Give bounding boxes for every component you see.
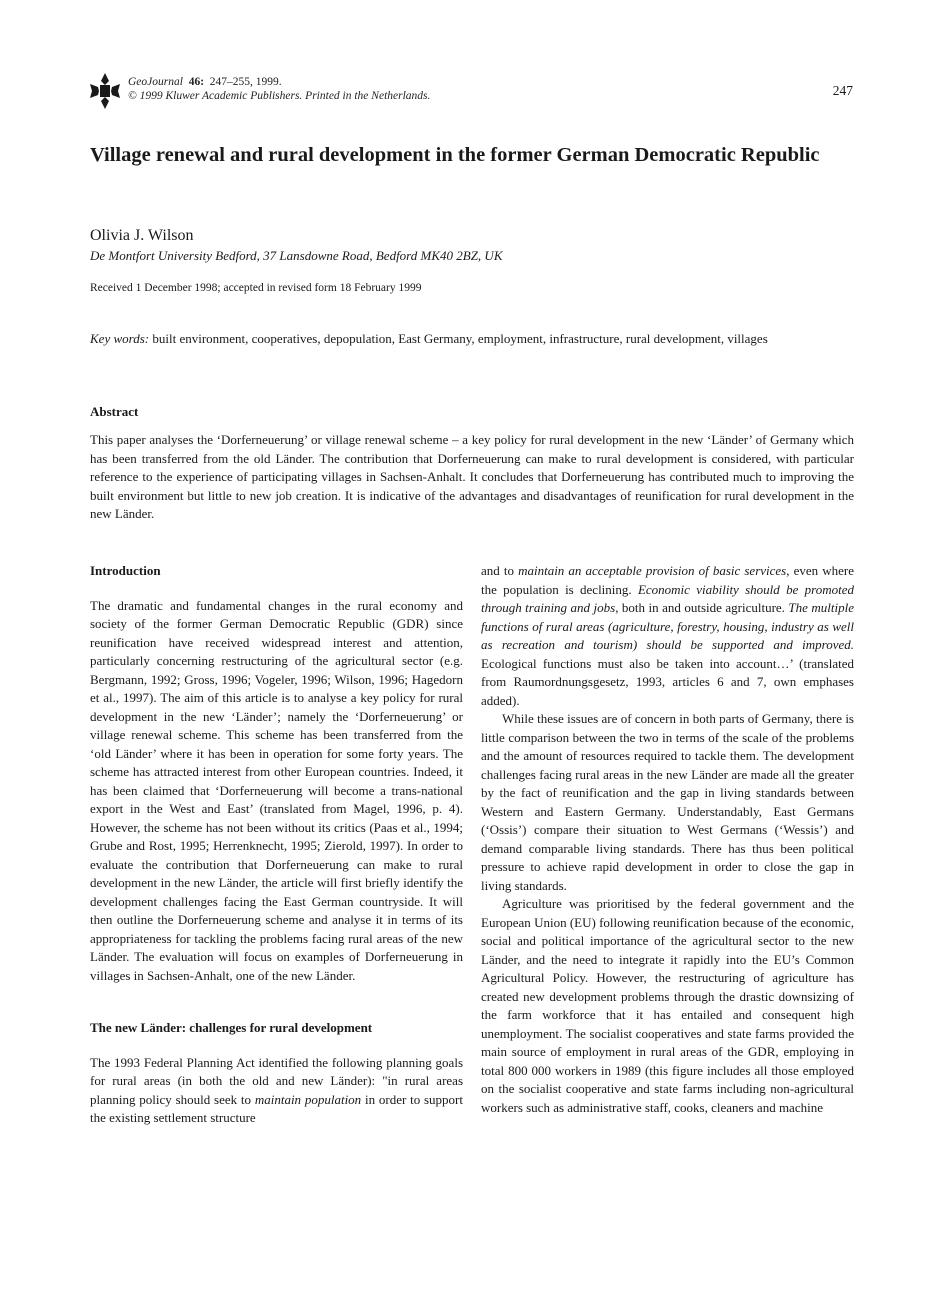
keywords bbox=[90, 330, 854, 349]
abstract-text: This paper analyses the ‘Dorferneuerung’ or village renewal scheme – a key policy for rural development in the new ‘Länder’ of Germany which has been transferred from the old Länder. The contribution that Dorferneuerung can make to rural development is considered, with particular reference to the experience of participating villages in Sachsen-Anhalt. It concludes that Dorferneuerung has contributed much to improving the built environment but little to new job creation. It is indicative of the advantages and disadvantages of reunification for rural development in the new Länder. bbox=[90, 432, 854, 521]
article-title: Village renewal and rural development in the former German Democratic Republic bbox=[90, 144, 820, 166]
introduction-paragraph: The dramatic and fundamental changes in the rural economy and society of the former German Democratic Republic (GDR) since reunification have received widespread interest and attention, particularly concerning restructuring of the agricultural sector (e.g. Bergmann, 1992; Gross, 1996; Vogeler, 1996; Wilson, 1996; Hagedorn et al., 1997). The aim of this article is to analyse a key policy for rural development in the new ‘Länder’; namely the ‘Dorferneuerung’ or village renewal scheme. This scheme has been transferred from the ‘old Länder’ where it has been in operation for some forty years. The scheme has attracted interest from other European countries. Indeed, it has been claimed that ‘Dorferneuerung will become a trans-national export in the West and East’ (translated from Magel, 1996, p. 4). However, the scheme has not been without its critics (Paas et al., 1994; Grube and Rost, 1995; Herrenknecht, 1995; Zierold, 1997). In order to evaluate the contribution that Dorferneuerung can make to rural development in the new Länder, the article will first briefly identify the development challenges facing the East German countryside. It will then outline the Dorferneuerung scheme and analyse it in terms of its appropriateness for tackling the problems facing rural areas of the new Länder. The evaluation will focus on examples of Dorferneuerung in villages in Sachsen-Anhalt, one of the new Länder. bbox=[90, 597, 463, 983]
left-column bbox=[90, 562, 463, 1128]
journal-citation bbox=[128, 75, 430, 103]
publisher-logo-icon bbox=[90, 73, 120, 109]
challenges-paragraph: The 1993 Federal Planning Act identified the following planning goals for rural areas (in both the old and new Länder): "in rural areas planning policy should seek to maintain population in order to support the existing settlement structure bbox=[90, 1054, 464, 1125]
section-heading-challenges: The new Länder: challenges for rural development bbox=[90, 1020, 373, 1035]
keywords-list: built environment, cooperatives, depopulation, East Germany, employment, infrastructure, rural development, villages bbox=[152, 331, 768, 346]
living-standards-paragraph: While these issues are of concern in both parts of Germany, there is little comparison between the two in terms of the scale of the problems and the amount of resources required to tackle them. The development challenges facing rural areas in the new Länder are made all the greater by the fact of reunification and the gap in living standards between Western and Eastern Germany. Understandably, East Germans (‘Ossis’) compare their situation to West Germans (‘Wessis’) and demand comparable living standards. There has thus been political pressure to achieve rapid development in order to close the gap in living standards. bbox=[481, 711, 854, 893]
agriculture-paragraph: Agriculture was prioritised by the federal government and the European Union (EU) following reunification because of the economic, social and political importance of the agricultural sector to the new Länder, and the need to integrate it rapidly into the EU’s Common Agricultural Policy. However, the restructuring of agriculture has created new development problems through the drastic downsizing of the farm workforce that it has entailed and consequent high unemployment. The socialist cooperatives and state farms provided the main source of employment in rural areas of the GDR, employing in total 800 000 workers in 1989 (this figure includes all those employed on the socialist cooperative and state farms including non-agricultural workers such as administrative staff, cooks, cleaners and machine bbox=[481, 896, 854, 1115]
author-name: Olivia J. Wilson bbox=[90, 227, 194, 244]
journal-name: GeoJournal bbox=[128, 76, 183, 88]
keywords-label: Key words: bbox=[90, 331, 150, 346]
right-column bbox=[481, 562, 854, 1117]
copyright-line: © 1999 Kluwer Academic Publishers. Printed in the Netherlands. bbox=[128, 90, 431, 102]
author-affiliation: De Montfort University Bedford, 37 Lansdowne Road, Bedford MK40 2BZ, UK bbox=[90, 248, 503, 263]
abstract-heading: Abstract bbox=[90, 404, 139, 419]
section-heading-introduction: Introduction bbox=[90, 563, 161, 578]
received-dates: Received 1 December 1998; accepted in revised form 18 February 1999 bbox=[90, 282, 422, 294]
journal-pages: 247–255, 1999. bbox=[209, 76, 282, 88]
planning-goals-paragraph: and to maintain an acceptable provision of basic services, even where the population is declining. Economic viability should be promoted through training and jobs, both in and outside agriculture. The multiple functions of rural areas (agriculture, forestry, housing, industry as well as recreation and tourism) should be supported and improved. Ecological functions must also be taken into account…’ (translated from Raumordnungsgesetz, 1993, articles 6 and 7, own emphases added). bbox=[481, 563, 854, 708]
journal-volume: 46: bbox=[188, 76, 205, 88]
page-number: 247 bbox=[832, 83, 853, 98]
